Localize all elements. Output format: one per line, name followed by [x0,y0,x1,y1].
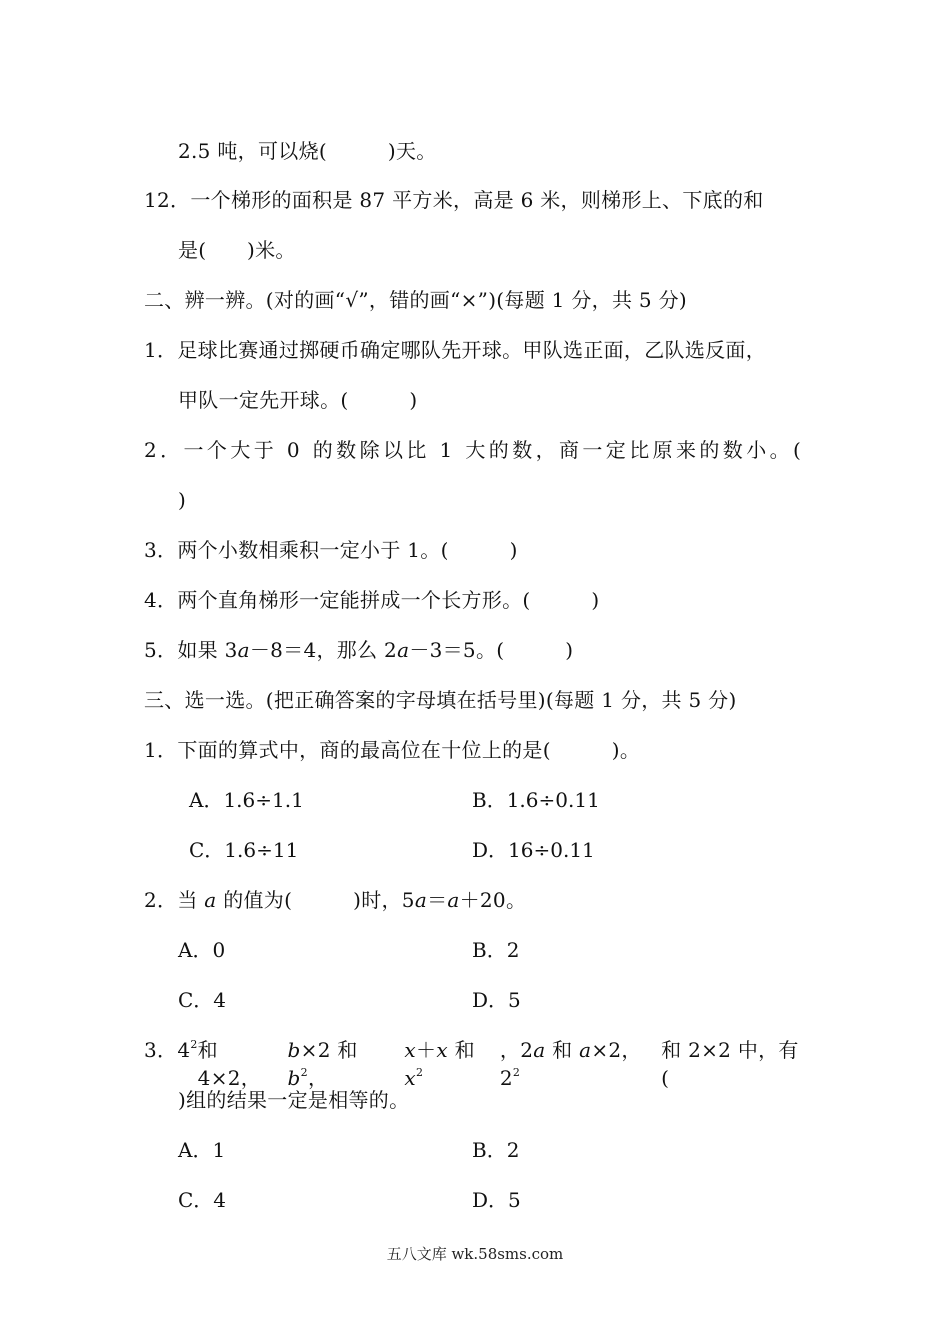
s3-question-2 [144,886,526,914]
text-run: 5．如果 3 [144,638,238,662]
s2-question-2: 2．一个大于 0 的数除以比 1 大的数，商一定比原来的数小。( [144,438,805,462]
expr-a [500,1036,661,1092]
s3-q1-option-d: D．16÷0.11 [472,838,595,862]
s3-question-3-continuation: )组的结果一定是相等的。 [178,1088,410,1112]
variable-a: a [533,1038,546,1062]
text-run: －8＝4，那么 2 [249,638,398,662]
s2-question-1: 1．足球比赛通过掷硬币确定哪队先开球。甲队选正面，乙队选反面， [144,338,767,362]
text-run: 和 4×2， [197,1038,262,1090]
variable-a: a [237,638,250,662]
s3-question-3 [144,1036,806,1092]
variable-a: a [397,638,410,662]
text-run: 4 [177,1038,191,1062]
text-run: 和 [545,1038,580,1062]
s3-q3-option-d: D．5 [472,1188,521,1212]
text-run: ＝ [427,888,448,912]
variable-a: a [447,888,460,912]
expr-b [288,1036,405,1092]
text-run: ，2 [499,1038,534,1062]
s2-question-1-continuation: 甲队一定先开球。( ) [178,388,418,412]
superscript: 2 [190,1038,198,1051]
variable-x: x [436,1038,448,1062]
text-run: ， [307,1066,329,1090]
variable-a: a [579,1038,592,1062]
question-12: 12．一个梯形的面积是 87 平方米，高是 6 米，则梯形上、下底的和 [144,188,764,212]
superscript: 2 [300,1066,308,1079]
variable-a: a [414,888,428,912]
variable-b: b [287,1038,301,1062]
text-run: ×2 和 [300,1038,358,1062]
question-number: 3． [144,1038,178,1062]
section-2-title: 二、辨一辨。(对的画“√”，错的画“×”)(每题 1 分，共 5 分) [144,288,687,312]
text-run: ＋20。 [459,888,527,912]
superscript: 2 [512,1066,521,1079]
s2-question-5 [144,636,573,664]
s3-q1-option-c: C．1.6÷11 [189,838,299,862]
s3-q2-option-c: C．4 [178,988,227,1012]
section-3-title: 三、选一选。(把正确答案的字母填在括号里)(每题 1 分，共 5 分) [144,688,737,712]
s3-q3-option-c: C．4 [178,1188,227,1212]
text-run: 和 [447,1038,475,1062]
text-run: 的值为( )时，5 [216,888,415,912]
s2-question-2-continuation: ) [178,488,187,512]
footer-watermark: 五八文库 wk.58sms.com [386,1245,564,1263]
variable-a: a [204,888,217,912]
text-run: 2．当 [144,888,205,912]
text-run: ＋ [416,1038,437,1062]
s3-question-1: 1．下面的算式中，商的最高位在十位上的是( )。 [144,738,641,762]
s3-q3-option-b: B．2 [472,1138,520,1162]
variable-x: x [404,1066,416,1090]
s3-q2-option-a: A．0 [178,938,226,962]
expr-x [404,1036,499,1092]
variable-b: b [287,1066,301,1090]
text-run: 和 2×2 中，有( [661,1038,799,1090]
expr-4-squared [177,1036,197,1092]
text-run: ×2，2 [499,1038,642,1090]
text-run: －3＝5。( ) [409,638,574,662]
s2-question-3: 3．两个小数相乘积一定小于 1。( ) [144,538,518,562]
q11-continuation: 2.5 吨，可以烧( )天。 [178,139,437,163]
s3-q2-option-b: B．2 [472,938,520,962]
s3-q1-option-b: B．1.6÷0.11 [472,788,600,812]
superscript: 2 [416,1066,424,1079]
s2-question-4: 4．两个直角梯形一定能拼成一个长方形。( ) [144,588,600,612]
variable-x: x [404,1038,416,1062]
s3-q3-option-a: A．1 [178,1138,226,1162]
question-12-continuation: 是( )米。 [178,238,296,262]
s3-q1-option-a: A．1.6÷1.1 [189,788,304,812]
s3-q2-option-d: D．5 [472,988,521,1012]
